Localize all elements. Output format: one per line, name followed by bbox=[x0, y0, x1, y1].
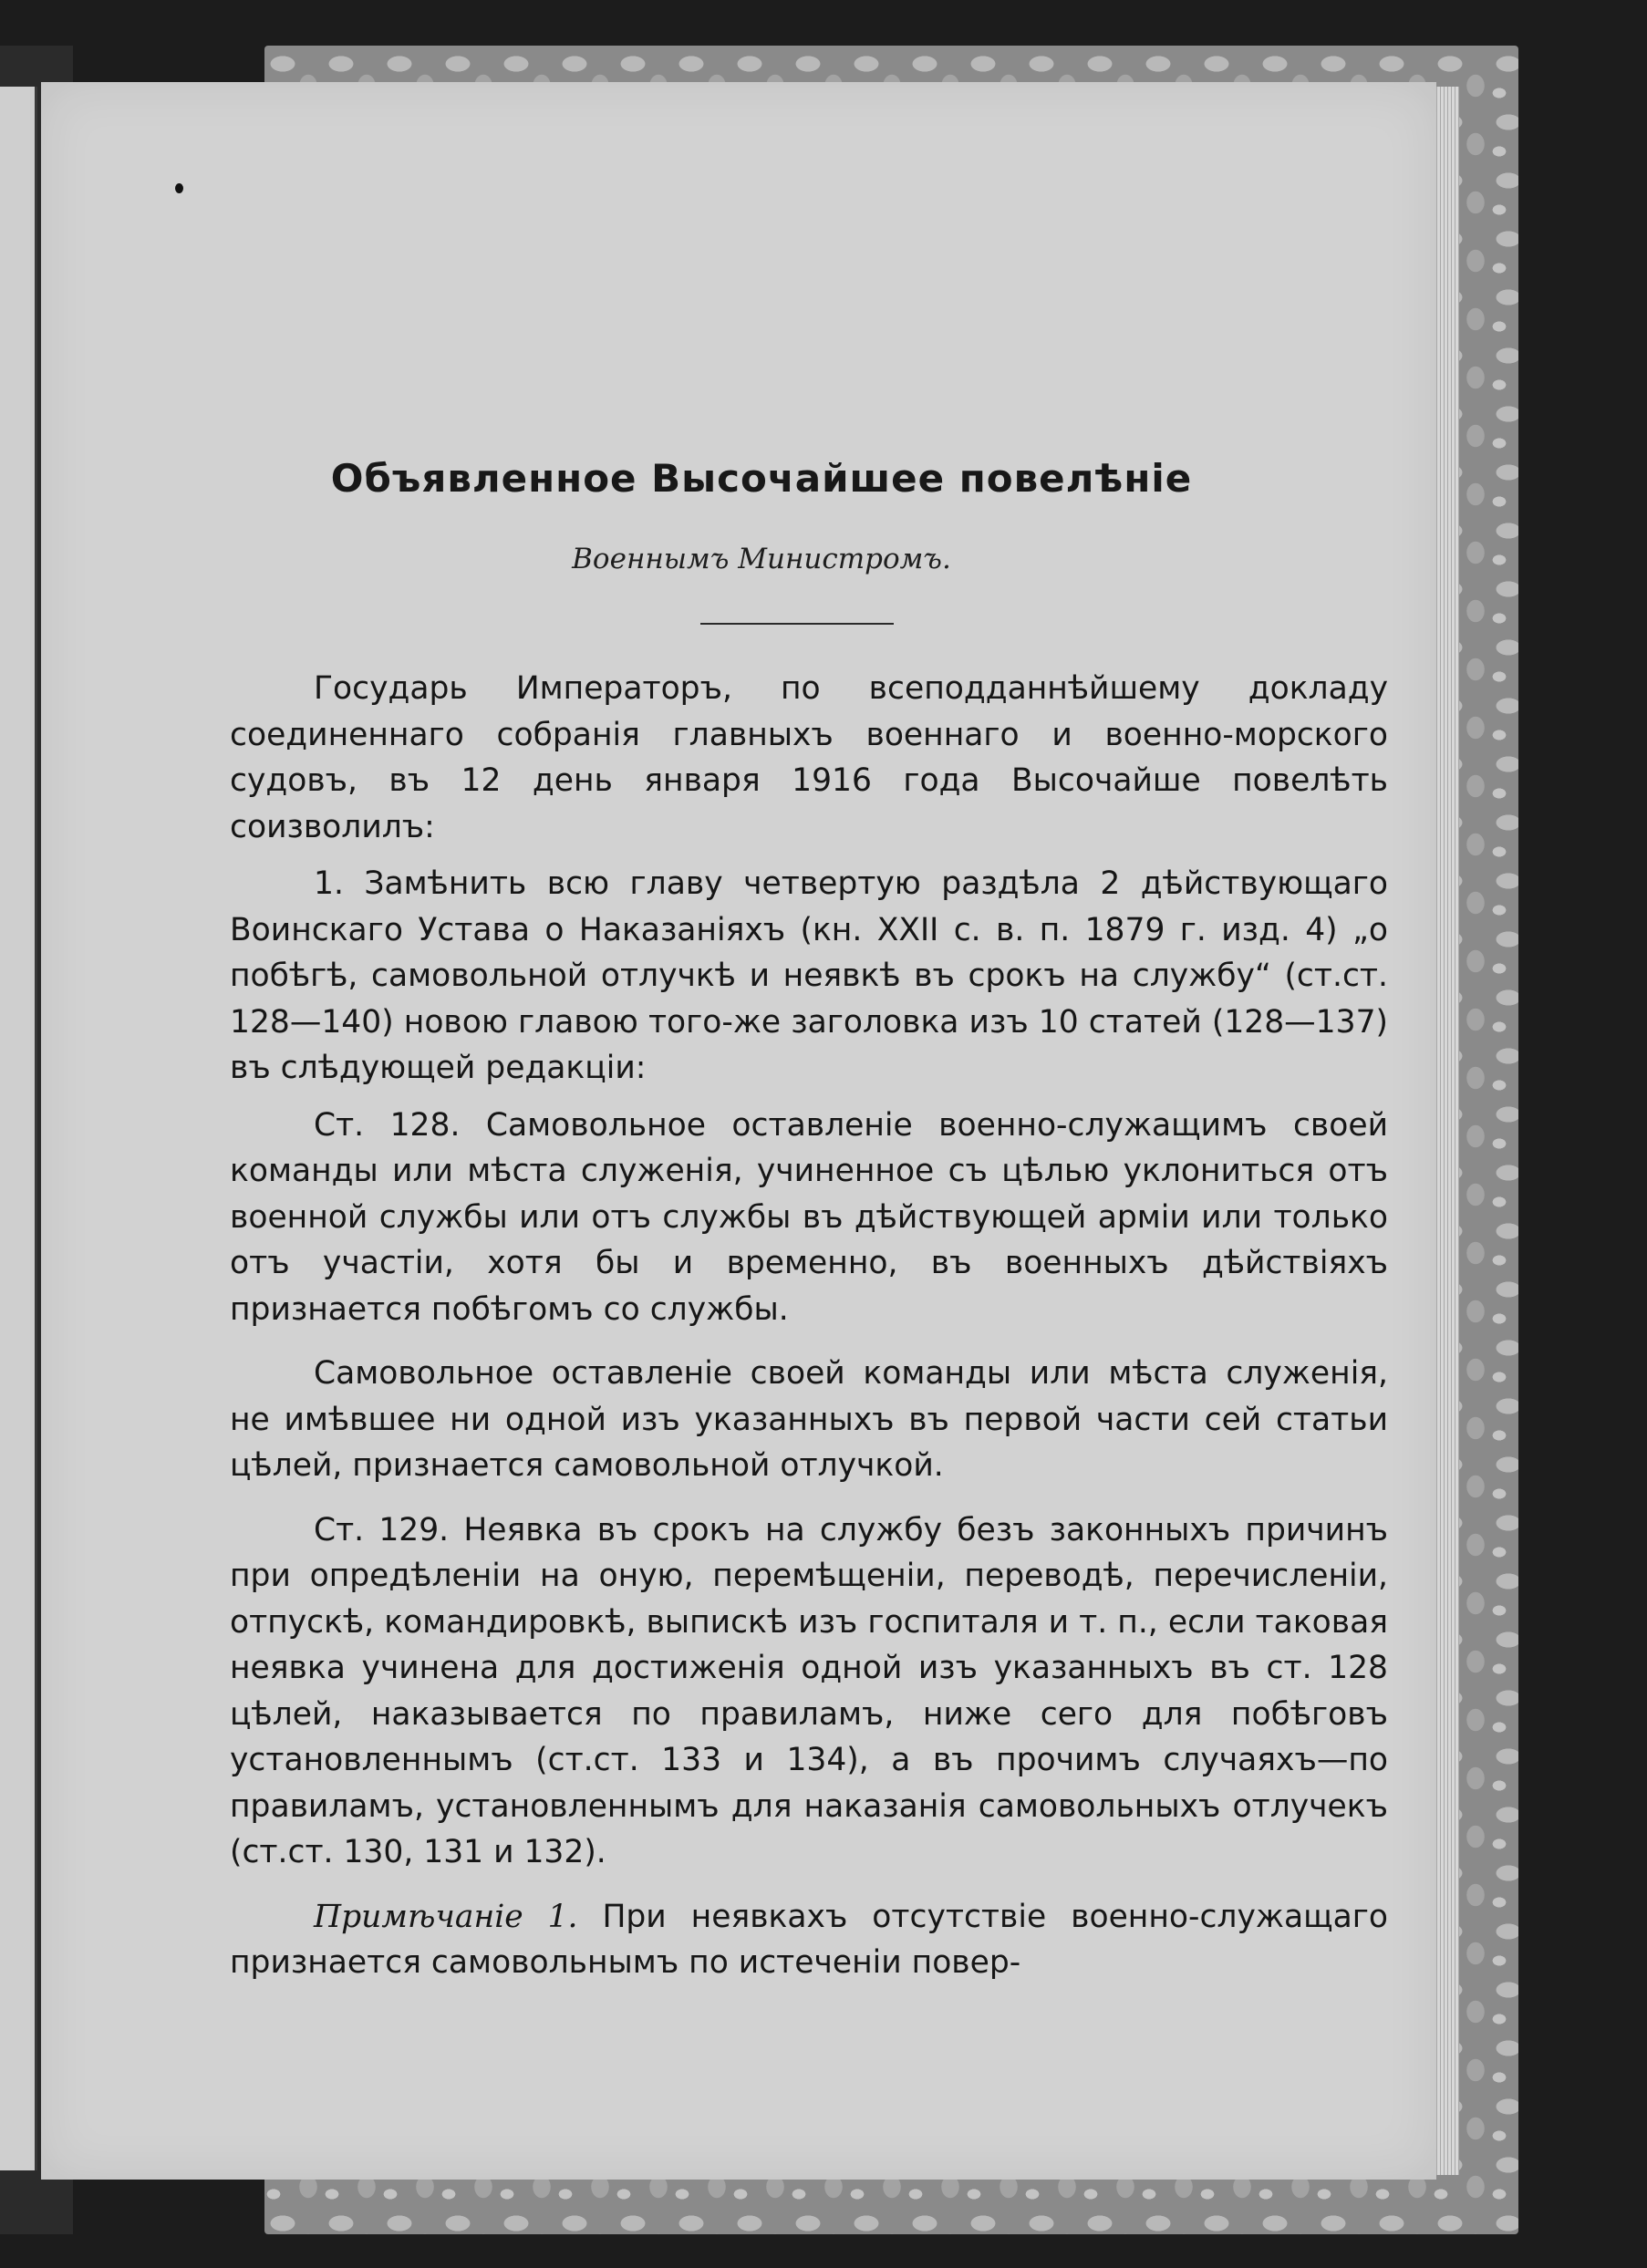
paragraph-article-129: Ст. 129. Неявка въ срокъ на службу безъ законныхъ причинъ при опредѣленіи на оную, перемѣщеніи, переводѣ, перечисленіи, отпускѣ, командировкѣ, выпискѣ изъ госпиталя и т. п., если таковая неявка учинена для достиженія одной изъ указанныхъ въ ст. 128 цѣлей, наказывается по правиламъ, ниже сего для побѣговъ установленнымъ (ст.ст. 133 и 134), а въ прочимъ случаяхъ—по правиламъ, установленнымъ для наказанія самовольныхъ отлучекъ (ст.ст. 130, 131 и 132). bbox=[230, 1511, 1388, 1870]
document-body bbox=[230, 666, 1388, 2004]
facing-page-edge bbox=[0, 87, 37, 2170]
title-divider bbox=[700, 623, 894, 625]
paragraph-intro: Государь Императоръ, по всеподданнѣйшему докладу соединеннаго собранія главныхъ военнаго и военно-морского судовъ, въ 12 день января 1916 года Высочайше повелѣть соизволилъ: bbox=[230, 670, 1388, 845]
ink-speck bbox=[175, 183, 183, 193]
paragraph-clause-1: 1. Замѣнить всю главу четвертую раздѣла 2 дѣйствующаго Воинскаго Устава о Наказаніяхъ (кн. XXII с. в. п. 1879 г. изд. 4) „о побѣгѣ, самовольной отлучкѣ и неявкѣ въ срокъ на службу“ (ст.ст. 128—140) новою главою того-же заголовка изъ 10 статей (128—137) въ слѣдующей редакціи: bbox=[230, 865, 1388, 1086]
note-label: Примѣчаніе 1. bbox=[314, 1898, 578, 1935]
page-title: Объявленное Высочайшее повелѣніе bbox=[330, 456, 1193, 501]
note-text: При неявкахъ отсутствіе военно-служащаго признается самовольнымъ по истеченіи повер- bbox=[230, 1898, 1388, 1981]
page-subtitle: Военнымъ Министромъ. bbox=[572, 543, 951, 575]
paragraph-article-128: Ст. 128. Самовольное оставленіе военно-служащимъ своей команды или мѣста служенія, учиненное съ цѣлью уклониться отъ военной службы или отъ службы въ дѣйствующей арміи или только отъ участіи, хотя бы и временно, въ военныхъ дѣйствіяхъ признается побѣгомъ со службы. bbox=[230, 1106, 1388, 1328]
paragraph-article-128-part-2: Самовольное оставленіе своей команды или мѣста служенія, не имѣвшее ни одной изъ указанныхъ въ первой части сей статьи цѣлей, признается самовольной отлучкой. bbox=[230, 1355, 1388, 1484]
paragraph-note-1 bbox=[230, 1894, 1388, 1986]
